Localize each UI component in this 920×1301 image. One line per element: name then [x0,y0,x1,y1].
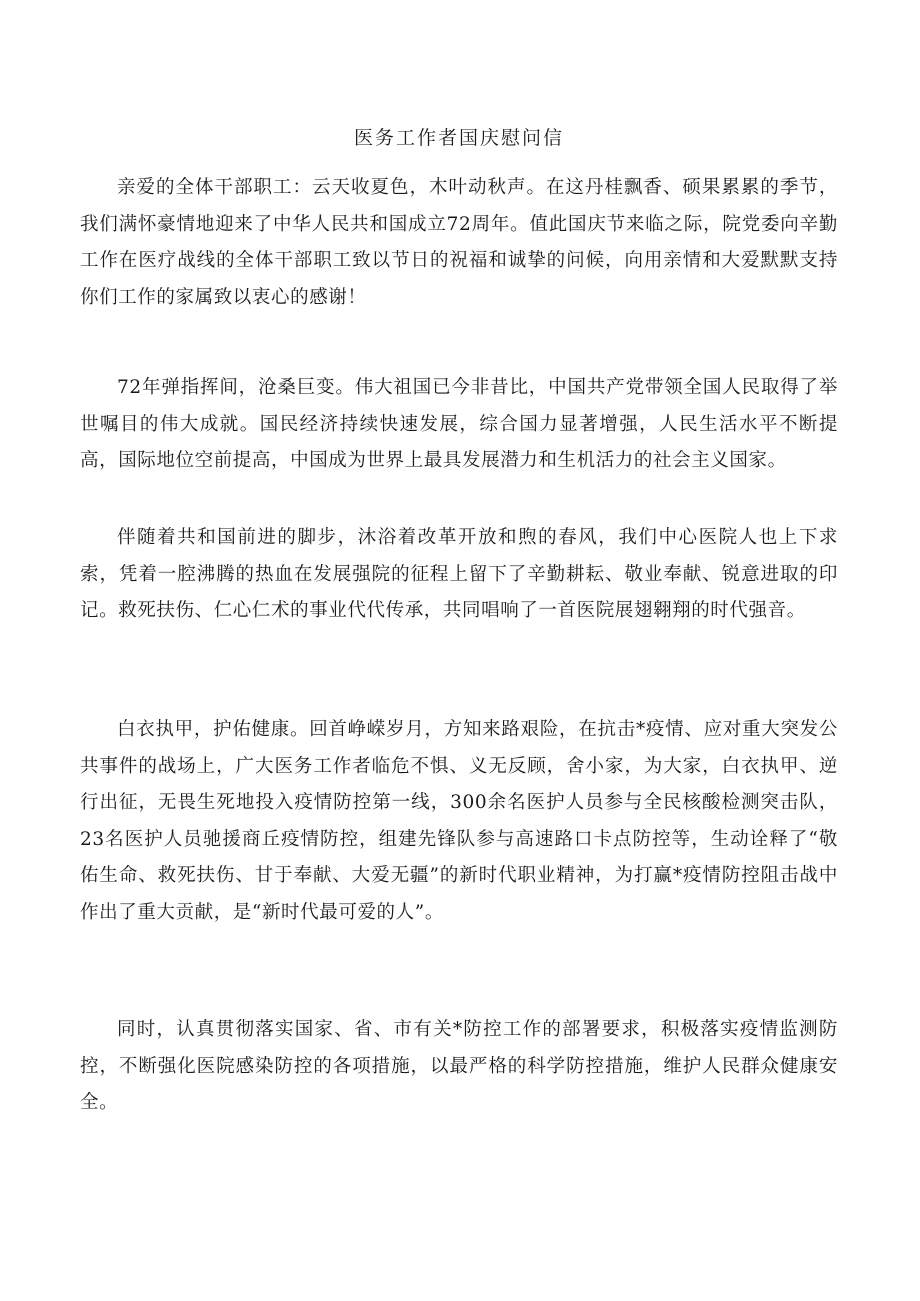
paragraph-epidemic-fight: 白衣执甲，护佑健康。回首峥嵘岁月，方知来路艰险，在抗击*疫情、应对重大突发公共事件的战场上，广大医务工作者临危不惧、义无反顾，舍小家，为大家，白衣执甲、逆行出征，无畏生死地投入疫情防控第一线，300余名医护人员参与全民核酸检测突击队，23名医护人员驰援商丘疫情防控，组建先锋队参与高速路口卡点防控等，生动诠释了“敬佑生命、救死扶伤、甘于奉献、大爱无疆”的新时代职业精神，为打赢*疫情防控阻击战中作出了重大贡献，是“新时代最可爱的人”。 [80,719,838,923]
document-title: 医务工作者国庆慰问信 [353,127,564,149]
paragraph-greeting: 亲爱的全体干部职工：云天收夏色，木叶动秋声。在这丹桂飘香、硕果累累的季节，我们满怀豪情地迎来了中华人民共和国成立72周年。值此国庆节来临之际，院党委向辛勤工作在医疗战线的全体干部职工致以节日的祝福和诚挚的问候，向用亲情和大爱默默支持你们工作的家属致以衷心的感谢！ [80,177,838,308]
paragraph-prevention-measures: 同时，认真贯彻落实国家、省、市有关*防控工作的部署要求，积极落实疫情监测防控，不断强化医院感染防控的各项措施，以最严格的科学防控措施，维护人民群众健康安全。 [80,1019,838,1113]
paragraph-hospital-history: 伴随着共和国前进的脚步，沐浴着改革开放和煦的春风，我们中心医院人也上下求索，凭着一腔沸腾的热血在发展强院的征程上留下了辛勤耕耘、敬业奉献、锐意进取的印记。救死扶伤、仁心仁术的事业代代传承，共同唱响了一首医院展翅翱翔的时代强音。 [80,527,838,621]
paragraph-achievements: 72年弹指挥间，沧桑巨变。伟大祖国已今非昔比，中国共产党带领全国人民取得了举世嘱目的伟大成就。国民经济持续快速发展，综合国力显著增强，人民生活水平不断提高，国际地位空前提高，中国成为世界上最具发展潜力和生机活力的社会主义国家。 [80,377,838,471]
